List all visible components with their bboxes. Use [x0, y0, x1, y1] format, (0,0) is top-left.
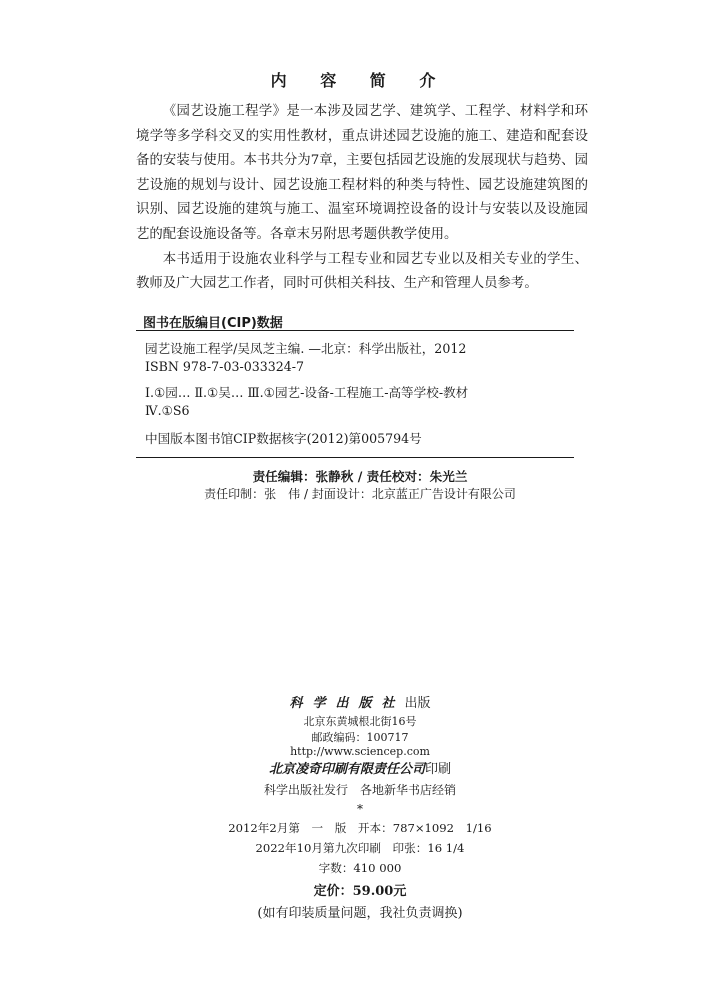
separator-star: * — [357, 802, 363, 816]
printer-line — [0, 758, 720, 777]
printer-name: 北京凌奇印刷有限责任公司 — [268, 762, 425, 777]
postcode: 邮政编码：100717 — [311, 731, 409, 744]
publisher-name: 科学出版社 — [289, 696, 405, 711]
introduction — [136, 100, 588, 297]
cip-record — [145, 340, 575, 376]
distribution: 科学出版社发行 各地新华书店经销 — [263, 783, 456, 797]
price: 定价：59.00元 — [313, 884, 407, 899]
cip-line-5: 中国版本图书馆CIP数据核字(2012)第005794号 — [145, 431, 422, 446]
cip-line-4: Ⅳ.①S6 — [145, 403, 190, 418]
cip-line-3: Ⅰ.①园… Ⅱ.①吴… Ⅲ.①园艺-设备-工程施工-高等学校-教材 — [145, 385, 469, 400]
intro-paragraph-2: 本书适用于设施农业科学与工程专业和园艺专业以及相关专业的学生、教师及广大园艺工作者，同时可供相关科技、生产和管理人员参考。 — [136, 251, 588, 292]
printer-suffix: 印刷 — [425, 762, 452, 777]
intro-paragraph-1: 《园艺设施工程学》是一本涉及园艺学、建筑学、工程学、材料学和环境学等多学科交叉的实用性教材，重点讲述园艺设施的施工、建造和配套设备的安装与使用。本书共分为7章，主要包括园艺设施的发展现状与趋势、园艺设施的规划与设计、园艺设施工程材料的种类与特性、园艺设施建筑图的识别、园艺设施的建筑与施工、温室环境调控设备的设计与安装以及设施园艺的配套设施设备等。各章末另附思考题供教学使用。 — [136, 104, 588, 242]
cip-classification — [145, 384, 575, 420]
editor-credits: 责任编辑：张静秋 / 责任校对：朱光兰 — [252, 469, 468, 484]
cip-heading: 图书在版编目(CIP)数据 — [143, 316, 283, 331]
word-count: 字数：410 000 — [318, 861, 402, 875]
cip-isbn: ISBN 978-7-03-033324-7 — [145, 359, 305, 374]
edition-line: 2012年2月第 一 版 开本：787×1092 1/16 — [228, 821, 492, 835]
cip-line-1: 园艺设施工程学/吴凤芝主编. —北京：科学出版社，2012 — [145, 341, 467, 356]
cip-number — [145, 430, 575, 448]
quality-note: (如有印装质量问题，我社负责调换) — [257, 906, 463, 921]
printing-line: 2022年10月第九次印刷 印张：16 1/4 — [255, 841, 465, 855]
production-credits: 责任印制：张 伟 / 封面设计：北京蓝正广告设计有限公司 — [204, 487, 516, 501]
divider-bottom — [136, 457, 574, 458]
publisher-address: 北京东黄城根北街16号 — [303, 715, 417, 728]
publisher-suffix: 出版 — [404, 696, 431, 711]
publisher-url: http://www.sciencep.com — [290, 745, 430, 758]
divider-top — [136, 330, 574, 331]
publisher-line — [0, 692, 720, 711]
page-title: 内 容 简 介 — [270, 71, 450, 90]
